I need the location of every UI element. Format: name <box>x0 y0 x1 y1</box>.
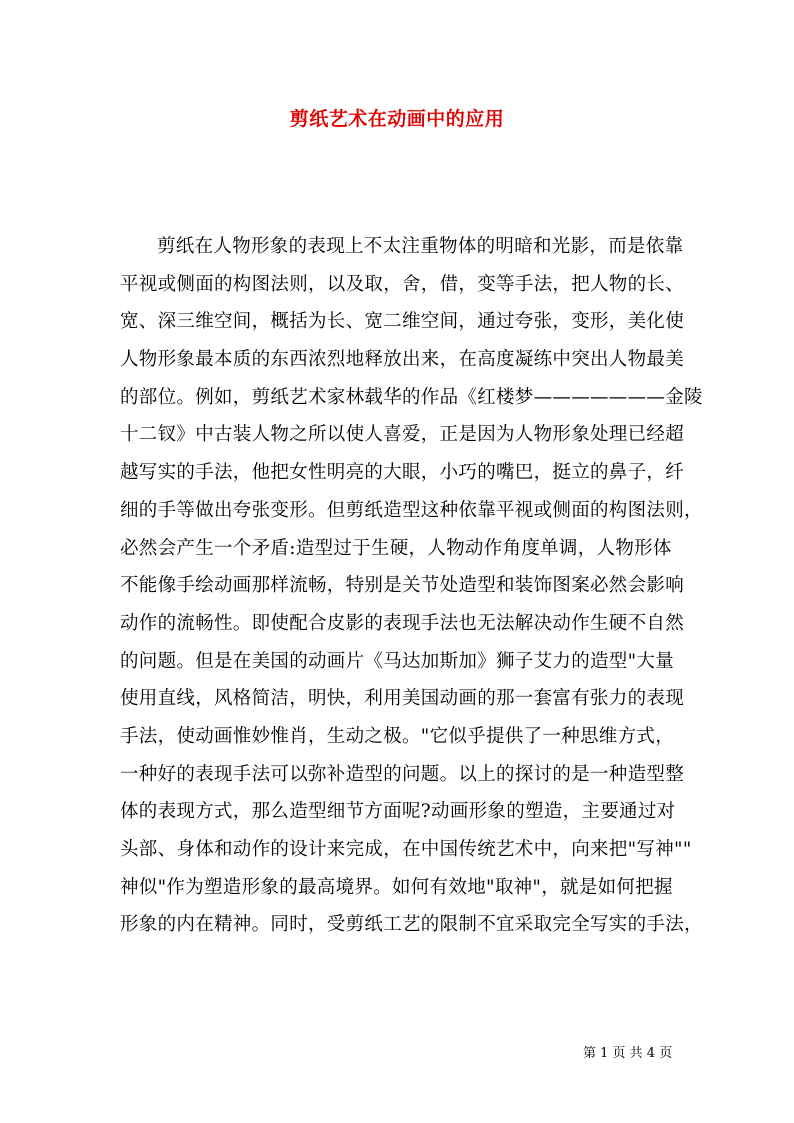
page-title: 剪纸艺术在动画中的应用 <box>289 108 505 130</box>
text-line: 十二钗》中古装人物之所以使人喜爱，正是因为人物形象处理已经超 <box>120 424 685 446</box>
body-paragraph <box>120 228 703 944</box>
text-line: 必然会产生一个矛盾:造型过于生硬，人物动作角度单调，人物形体 <box>120 537 672 559</box>
text-line: 剪纸在人物形象的表现上不太注重物体的明暗和光影，而是依靠 <box>157 236 684 257</box>
text-line: 头部、身体和动作的设计来完成，在中国传统艺术中，向来把"写神"" <box>120 839 692 860</box>
text-line: 人物形象最本质的东西浓烈地释放出来，在高度凝练中突出人物最美 <box>120 349 685 371</box>
text-line: 不能像手绘动画那样流畅，特别是关节处造型和装饰图案必然会影响 <box>120 575 685 597</box>
text-line: 宽、深三维空间，概括为长、宽二维空间，通过夸张，变形，美化使 <box>120 311 685 333</box>
text-line: 体的表现方式，那么造型细节方面呢?动画形象的塑造，主要通过对 <box>120 801 676 823</box>
page-number: 第 1 页 共 4 页 <box>583 1046 673 1061</box>
text-line: 使用直线，风格简洁，明快，利用美国动画的那一套富有张力的表现 <box>120 688 685 710</box>
text-line: 平视或侧面的构图法则，以及取，舍，借，变等手法，把人物的长、 <box>120 273 685 295</box>
text-line: 神似"作为塑造形象的最高境界。如何有效地"取神"，就是如何把握 <box>120 876 673 898</box>
text-line: 的问题。但是在美国的动画片《马达加斯加》狮子艾力的造型"大量 <box>120 650 675 672</box>
text-line: 手法，使动画惟妙惟肖，生动之极。"它似乎提供了一种思维方式， <box>120 725 675 747</box>
text-line: 细的手等做出夸张变形。但剪纸造型这种依靠平视或侧面的构图法则， <box>120 499 703 521</box>
text-line: 一种好的表现手法可以弥补造型的问题。以上的探讨的是一种造型整 <box>120 763 685 785</box>
text-line: 的部位。例如，剪纸艺术家林载华的作品《红楼梦———————金陵 <box>120 386 703 408</box>
text-line: 形象的内在精神。同时，受剪纸工艺的限制不宜采取完全写实的手法， <box>120 914 703 936</box>
text-line: 动作的流畅性。即使配合皮影的表现手法也无法解决动作生硬不自然 <box>120 612 685 634</box>
text-line: 越写实的手法，他把女性明亮的大眼，小巧的嘴巴，挺立的鼻子，纤 <box>120 462 685 484</box>
